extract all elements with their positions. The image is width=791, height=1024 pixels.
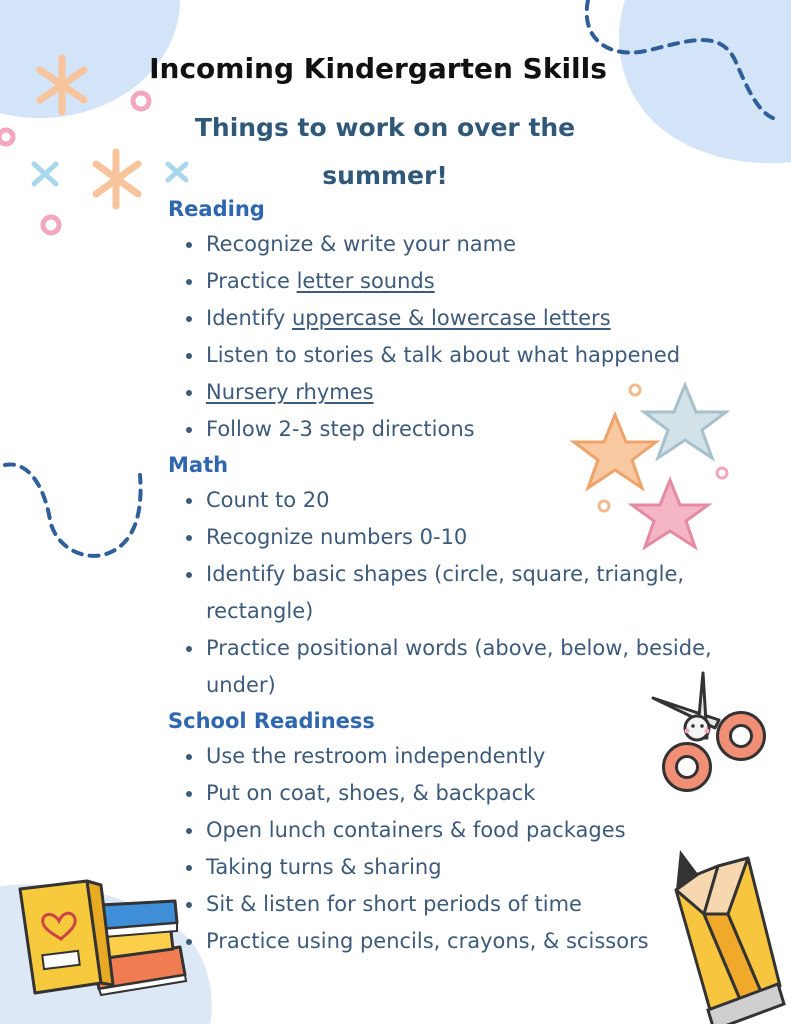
list-item: Open lunch containers & food packages (206, 812, 728, 849)
page-title: Incoming Kindergarten Skills (149, 52, 607, 85)
letters-link[interactable]: uppercase & lowercase letters (291, 306, 611, 330)
list-item (206, 374, 728, 411)
page-subtitle: Things to work on over the summer! (194, 113, 576, 190)
list-item: Listen to stories & talk about what happened (206, 337, 728, 374)
list-item (206, 300, 728, 337)
list-item (206, 263, 728, 300)
left-dashed-line (5, 464, 141, 555)
list-item: Recognize numbers 0-10 (206, 519, 728, 556)
list-item: Put on coat, shoes, & backpack (206, 775, 728, 812)
school-readiness-list (168, 738, 728, 960)
list-item: Practice using pencils, crayons, & scissors (206, 923, 728, 960)
list-item: Recognize & write your name (206, 226, 728, 263)
list-item: Practice positional words (above, below, beside, under) (206, 630, 728, 704)
letter-sounds-link[interactable]: letter sounds (296, 269, 435, 293)
section-heading-reading: Reading (168, 197, 265, 221)
list-item: Sit & listen for short periods of time (206, 886, 728, 923)
math-list (168, 482, 728, 704)
section-heading-math: Math (168, 453, 229, 477)
list-item: Identify basic shapes (circle, square, triangle, rectangle) (206, 556, 728, 630)
reading-list (168, 226, 728, 448)
section-heading-school-readiness: School Readiness (168, 709, 375, 733)
list-item: Count to 20 (206, 482, 728, 519)
list-item-text: Practice (206, 269, 297, 293)
list-item: Use the restroom independently (206, 738, 728, 775)
nursery-rhymes-link[interactable]: Nursery rhymes (206, 380, 374, 404)
list-item: Taking turns & sharing (206, 849, 728, 886)
list-item: Follow 2-3 step directions (206, 411, 728, 448)
list-item-text: Identify (206, 306, 292, 330)
skills-content (168, 192, 728, 960)
